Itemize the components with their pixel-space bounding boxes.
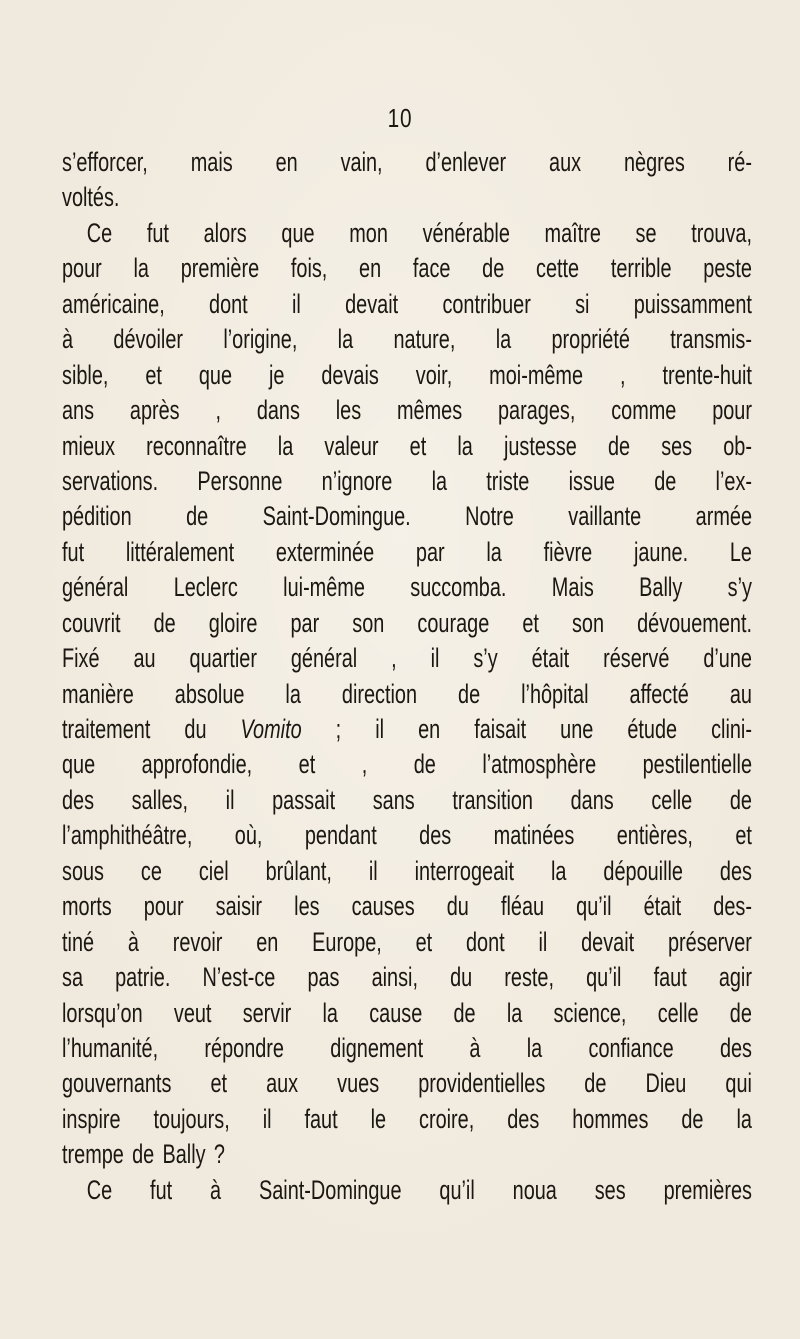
text-line: général Leclerc lui-même succomba. Mais Bally s’y — [62, 572, 752, 603]
text-line: voltés. — [62, 182, 120, 213]
text-line: sa patrie. N’est-ce pas ainsi, du reste, qu’il faut agir — [62, 962, 752, 993]
text-line: sous ce ciel brûlant, il interrogeait la dépouille des — [62, 855, 752, 886]
text-line: l’humanité, répondre dignement à la confiance des — [62, 1032, 752, 1063]
text-line: s’efforcer, mais en vain, d’enlever aux nègres ré- — [62, 147, 752, 177]
text-line: Ce fut à Saint-Domingue qu’il noua ses premières — [86, 1174, 752, 1205]
text-line: Ce fut alors que mon vénérable maître se trouva, — [86, 217, 752, 248]
text-line: fut littéralement exterminée par la fièvre jaune. Le — [62, 536, 752, 567]
text-line: gouvernants et aux vues providentielles de Dieu qui — [62, 1068, 752, 1099]
text-line: tiné à revoir en Europe, et dont il devait préserver — [62, 926, 752, 957]
text-line: couvrit de gloire par son courage et son dévouement. — [62, 607, 752, 638]
text-line: des salles, il passait sans transition dans celle de — [62, 784, 752, 815]
text-line: mieux reconnaître la valeur et la justesse de ses ob- — [62, 430, 752, 461]
text-line: inspire toujours, il faut le croire, des hommes de la — [62, 1103, 752, 1134]
text-line: Fixé au quartier général , il s’y était réservé d’une — [62, 643, 752, 674]
text-line: morts pour saisir les causes du fléau qu’il était des- — [62, 891, 752, 922]
text-line: à dévoiler l’origine, la nature, la propriété transmis- — [62, 324, 752, 355]
text-line: sible, et que je devais voir, moi-même , trente-huit — [62, 359, 752, 390]
text-line: servations. Personne n’ignore la triste issue de l’ex- — [62, 465, 752, 496]
text-line: que approfondie, et , de l’atmosphère pestilentielle — [62, 749, 752, 780]
page-number: 10 — [387, 103, 413, 133]
text-line: ans après , dans les mêmes parages, comme pour — [62, 395, 752, 426]
text-line: lorsqu’on veut servir la cause de la science, celle de — [62, 997, 752, 1028]
text-line: l’amphithéâtre, où, pendant des matinées entières, et — [62, 820, 752, 851]
text-line: traitement du Vomito ; il en faisait une étude clini- — [62, 714, 752, 744]
text-line: trempe de Bally ? — [62, 1139, 225, 1170]
text-line: américaine, dont il devait contribuer si puissamment — [62, 288, 752, 319]
body-text — [62, 145, 752, 1208]
text-line: manière absolue la direction de l’hôpital affecté au — [62, 678, 752, 709]
text-line: pour la première fois, en face de cette terrible peste — [62, 253, 752, 284]
text-line: pédition de Saint-Domingue. Notre vaillante armée — [62, 501, 752, 532]
